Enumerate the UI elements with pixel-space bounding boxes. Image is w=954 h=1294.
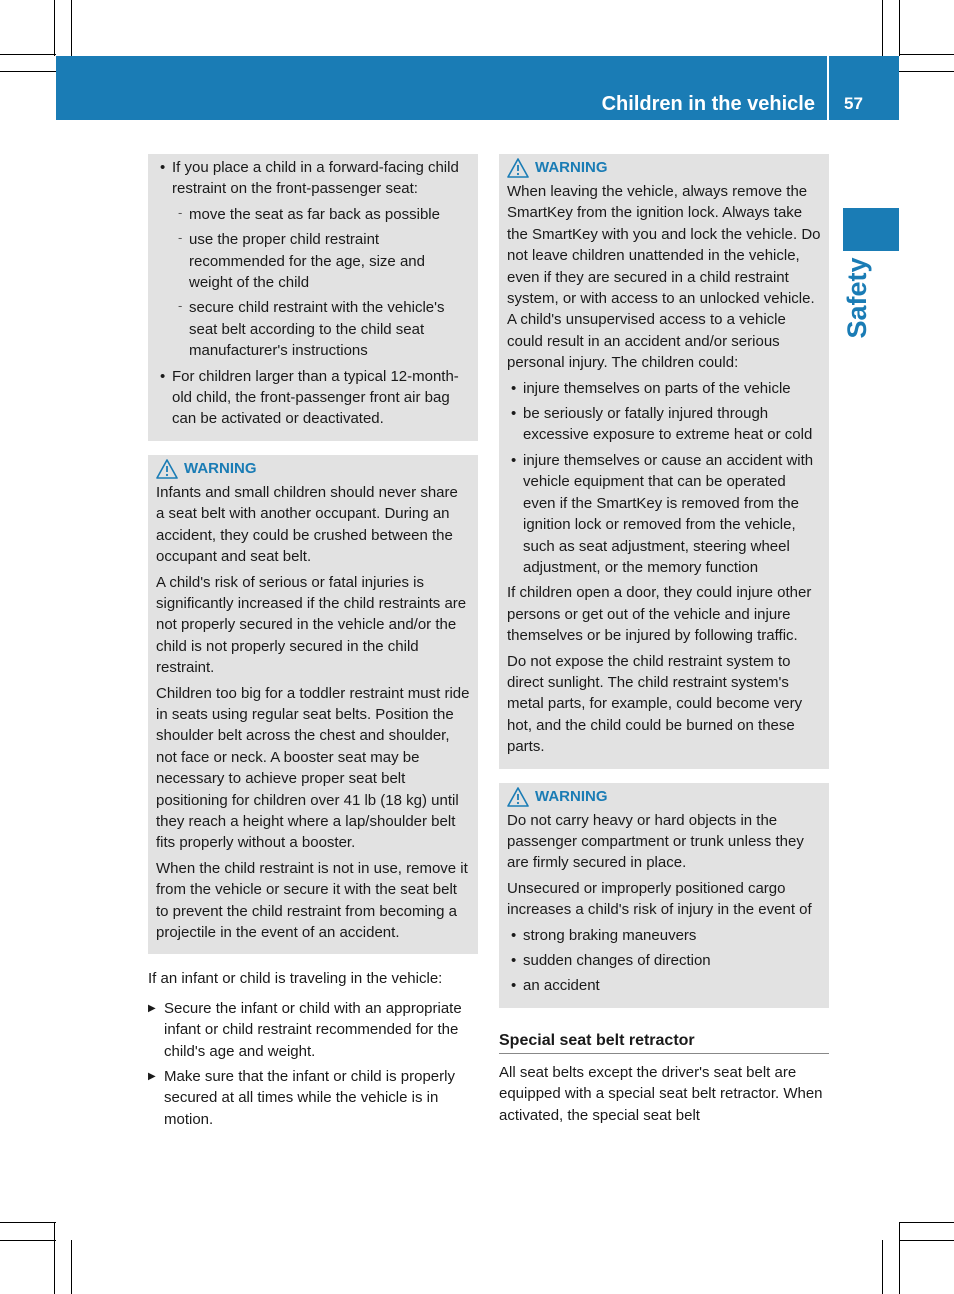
warning-heading [507,786,821,808]
crop-mark [882,1240,883,1294]
warning-paragraph: When the child restraint is not in use, remove it from the vehicle or secure it with the seat belt to prevent the child restraint from becoming a projectile in the event of an accident. [156,859,468,941]
warning-triangle-icon [507,787,529,807]
crop-mark [0,71,56,72]
warning-triangle-icon [507,158,529,178]
step-item: ▶ Secure the infant or child with an appropriate infant or child restraint recommended for the child's age and weight. [148,998,478,1062]
crop-mark [71,1240,72,1294]
warning-paragraph: Children too big for a toddler restraint must ride in seats using regular seat belts. Position the shoulder belt across the chest and shoulder, not face or neck. A booster seat may be necessary to achieve proper seat belt positioning for children over 41 lb (18 kg) until they reach a height where a lap/shoulder belt fits properly without a booster. [156,684,470,852]
header-bar [56,56,899,120]
info-box [148,154,478,441]
warning-paragraph: Do not carry heavy or hard objects in the passenger compartment or trunk unless they are firmly secured in place. [507,811,804,872]
crop-mark [54,0,55,56]
left-column [148,154,478,1134]
list-item: - use the proper child restraint recommended for the age, size and weight of the child [156,229,470,293]
warning-heading [507,157,821,179]
crop-mark [899,1222,900,1294]
warning-label: WARNING [535,159,608,176]
bullet-list [156,157,470,430]
list-item: - move the seat as far back as possible [156,204,470,225]
side-tab-label: Safety [842,257,872,339]
warning-box [148,455,478,955]
warning-paragraph: Infants and small children should never share a seat belt with another occupant. During an accident, they could be crushed between the occupant and seat belt. [156,483,458,566]
step-list [148,998,478,1130]
warning-triangle-icon [156,459,178,479]
crop-mark [0,54,56,55]
crop-mark [71,0,72,56]
section-heading: Special seat belt retractor [499,1030,829,1054]
list-item: • an accident [507,975,821,996]
warning-paragraph: Do not expose the child restraint system to direct sunlight. The child restraint system's metal parts, for example, could become very hot, and the child could be burned on these parts. [507,652,803,756]
list-item: • strong braking maneuvers [507,925,821,946]
list-item: • injure themselves or cause an accident with vehicle equipment that can be operated even if the SmartKey is removed from the ignition lock or removed from the vehicle, such as seat adjustment, steering wheel adjustment, or the memory function [507,450,821,578]
step-item: ▶ Make sure that the infant or child is properly secured at all times while the vehicle is in motion. [148,1066,478,1130]
list-item: • injure themselves on parts of the vehicle [507,378,821,399]
warning-paragraph: If children open a door, they could injure other persons or get out of the vehicle and injure themselves or be injured by following traffic. [507,584,812,645]
crop-mark [899,54,954,55]
warning-box [499,783,829,1008]
list-item: • For children larger than a typical 12-month-old child, the front-passenger front air bag can be activated or deactivated. [156,366,470,430]
crop-mark [899,71,954,72]
crop-mark [899,1222,954,1223]
header-divider [827,56,829,120]
list-item: - secure child restraint with the vehicle's seat belt according to the child seat manufacturer's instructions [156,297,470,361]
warning-paragraph: When leaving the vehicle, always remove the SmartKey from the ignition lock. Always take the SmartKey with you and lock the vehicle. Do not leave children unattended in the vehicle, even if they are secured in a child restraint system, or with access to an unlocked vehicle. A child's unsupervised access to a vehicle could result in an accident and/or serious personal injury. The children could: [507,183,821,372]
crop-mark [899,0,900,56]
crop-mark [0,1240,56,1241]
list-item [156,157,470,362]
list-item-text: If you place a child in a forward-facing child restraint on the front-passenger seat: [172,159,459,198]
section-text: All seat belts except the driver's seat belt are equipped with a special seat belt retractor. When activated, the special seat belt [499,1063,823,1124]
right-column [499,154,829,1126]
warning-box [499,154,829,769]
page-title: Children in the vehicle [601,93,815,115]
crop-mark [54,1222,55,1294]
list-item: • be seriously or fatally injured through excessive exposure to extreme heat or cold [507,403,821,446]
dash-list [156,204,470,362]
crop-mark [899,1240,954,1241]
warning-paragraph: A child's risk of serious or fatal injuries is significantly increased if the child restraints are not properly secured in the vehicle and/or the child is not properly secured in the child restraint. [156,573,467,677]
warning-paragraph: Unsecured or improperly positioned cargo increases a child's risk of injury in the event of [507,879,812,919]
intro-text: If an infant or child is traveling in the vehicle: [148,970,443,988]
crop-mark [0,1222,56,1223]
side-tab-marker [843,208,899,251]
list-item: • sudden changes of direction [507,950,821,971]
bullet-list [507,925,821,997]
warning-label: WARNING [184,459,257,477]
page-number: 57 [844,94,863,113]
warning-label: WARNING [535,787,608,805]
warning-heading [156,458,470,480]
crop-mark [882,0,883,56]
bullet-list [507,378,821,579]
